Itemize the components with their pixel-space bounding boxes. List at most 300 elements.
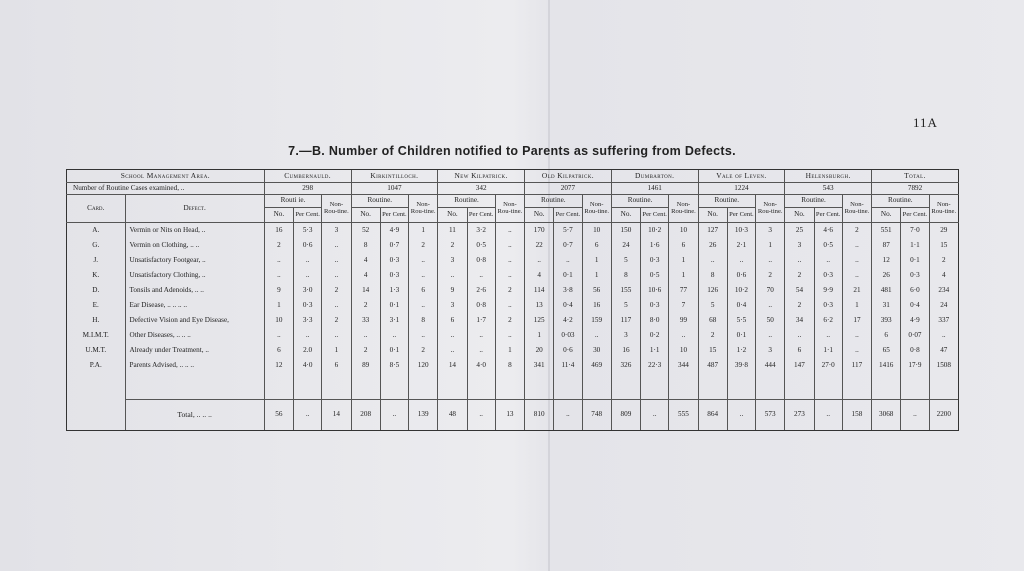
defect-name: Vermin on Clothing, .. .. xyxy=(125,238,264,253)
area-name-old-kilpatrick: Old Kilpatrick. xyxy=(525,170,612,183)
table-cell: .. xyxy=(495,328,524,343)
table-cell: .. xyxy=(582,328,611,343)
defect-name: Tonsils and Adenoids, .. .. xyxy=(125,283,264,298)
examined-count-vale-of-leven: 1224 xyxy=(698,183,785,195)
table-cell: 393 xyxy=(872,313,901,328)
table-cell: 87 xyxy=(872,238,901,253)
table-cell: .. xyxy=(756,328,785,343)
table-cell: 12 xyxy=(264,358,293,373)
table-cell: 30 xyxy=(582,343,611,358)
table-cell: 1·1 xyxy=(901,238,929,253)
table-cell: 1 xyxy=(495,343,524,358)
defect-header: Defect. xyxy=(125,195,264,223)
table-cell: 0·3 xyxy=(814,268,842,283)
routine-header-new-kilpatrick: Routine. xyxy=(438,195,496,208)
table-cell: 4 xyxy=(525,268,554,283)
table-cell: 4 xyxy=(929,268,958,283)
table-row xyxy=(67,298,959,313)
table-cell: 1·7 xyxy=(467,313,495,328)
table-cell: 6 xyxy=(409,283,438,298)
per-cent-header-helensburgh: Per Cent. xyxy=(814,208,842,223)
table-cell: .. xyxy=(264,328,293,343)
non-routine-header-dumbarton: Non-Rou-tine. xyxy=(669,195,698,223)
routine-header-total: Routine. xyxy=(872,195,930,208)
spacer-cell xyxy=(322,373,351,400)
table-cell: 1·1 xyxy=(814,343,842,358)
table-cell: 0·3 xyxy=(294,298,322,313)
total-cell: 139 xyxy=(409,400,438,431)
spacer-row xyxy=(67,373,959,400)
table-cell: 155 xyxy=(611,283,640,298)
total-cell: .. xyxy=(554,400,582,431)
table-cell: 2 xyxy=(495,313,524,328)
non-routine-header-old-kilpatrick: Non-Rou-tine. xyxy=(582,195,611,223)
spacer-cell xyxy=(554,373,582,400)
table-cell: 17 xyxy=(842,313,871,328)
table-cell: .. xyxy=(438,328,467,343)
table-cell: 5 xyxy=(611,253,640,268)
routine-header-kirkintilloch: Routine. xyxy=(351,195,409,208)
table-cell: 2 xyxy=(409,343,438,358)
table-cell: 26 xyxy=(872,268,901,283)
table-cell: 2·1 xyxy=(727,238,755,253)
table-cell: 0·3 xyxy=(901,268,929,283)
table-cell: 9 xyxy=(438,283,467,298)
defect-name: Defective Vision and Eye Disease, xyxy=(125,313,264,328)
table-cell: 326 xyxy=(611,358,640,373)
no-header-kirkintilloch: No. xyxy=(351,208,380,223)
table-cell: 2 xyxy=(351,343,380,358)
table-cell: 11·4 xyxy=(554,358,582,373)
table-row xyxy=(67,358,959,373)
table-cell: 6 xyxy=(322,358,351,373)
no-header-dumbarton: No. xyxy=(611,208,640,223)
table-cell: .. xyxy=(495,223,524,239)
total-cell: 3068 xyxy=(872,400,901,431)
table-cell: .. xyxy=(409,298,438,313)
card-code: D. xyxy=(67,283,126,298)
table-cell: 481 xyxy=(872,283,901,298)
table-cell: .. xyxy=(495,253,524,268)
table-cell: 4·9 xyxy=(380,223,408,239)
table-cell: .. xyxy=(294,253,322,268)
table-cell: 22 xyxy=(525,238,554,253)
table-cell: .. xyxy=(525,253,554,268)
table-row xyxy=(67,238,959,253)
table-cell: 14 xyxy=(351,283,380,298)
table-cell: 70 xyxy=(756,283,785,298)
table-cell: 551 xyxy=(872,223,901,239)
table-cell: 10 xyxy=(264,313,293,328)
table-cell: 22·3 xyxy=(641,358,669,373)
table-cell: 6·0 xyxy=(901,283,929,298)
table-cell: .. xyxy=(842,268,871,283)
table-cell: 0·4 xyxy=(554,298,582,313)
table-cell: 1 xyxy=(756,238,785,253)
spacer-cell xyxy=(641,373,669,400)
table-cell: 17·9 xyxy=(901,358,929,373)
routine-header-row xyxy=(67,195,959,208)
examined-count-total: 7892 xyxy=(872,183,959,195)
per-cent-header-old-kilpatrick: Per Cent. xyxy=(554,208,582,223)
non-routine-header-total: Non-Rou-tine. xyxy=(929,195,958,223)
no-header-helensburgh: No. xyxy=(785,208,814,223)
table-cell: .. xyxy=(495,298,524,313)
table-cell: 10 xyxy=(669,343,698,358)
table-cell: 56 xyxy=(582,283,611,298)
table-cell: 24 xyxy=(929,298,958,313)
non-routine-header-helensburgh: Non-Rou-tine. xyxy=(842,195,871,223)
table-cell: .. xyxy=(842,253,871,268)
non-routine-header-kirkintilloch: Non-Rou-tine. xyxy=(409,195,438,223)
card-code: M.I.M.T. xyxy=(67,328,126,343)
table-cell: 26 xyxy=(698,238,727,253)
table-cell: 2 xyxy=(842,223,871,239)
total-cell: 208 xyxy=(351,400,380,431)
table-cell: 2 xyxy=(351,298,380,313)
table-cell: 8 xyxy=(495,358,524,373)
total-card-cell xyxy=(67,400,126,431)
table-cell: 4·2 xyxy=(554,313,582,328)
table-cell: 126 xyxy=(698,283,727,298)
table-cell: 1 xyxy=(669,268,698,283)
area-name-helensburgh: Helensburgh. xyxy=(785,170,872,183)
table-cell: 6·2 xyxy=(814,313,842,328)
table-cell: 8 xyxy=(351,238,380,253)
table-cell: 50 xyxy=(756,313,785,328)
table-cell: .. xyxy=(438,343,467,358)
table-cell: 0·1 xyxy=(554,268,582,283)
table-cell: 3 xyxy=(438,253,467,268)
no-header-vale-of-leven: No. xyxy=(698,208,727,223)
spacer-cell xyxy=(380,373,408,400)
table-cell: 0·5 xyxy=(467,238,495,253)
total-cell: 748 xyxy=(582,400,611,431)
table-cell: 1 xyxy=(669,253,698,268)
table-cell: 117 xyxy=(611,313,640,328)
table-cell: .. xyxy=(467,343,495,358)
table-cell: 117 xyxy=(842,358,871,373)
per-cent-header-kirkintilloch: Per Cent. xyxy=(380,208,408,223)
card-code: E. xyxy=(67,298,126,313)
table-cell: 25 xyxy=(785,223,814,239)
table-cell: .. xyxy=(322,253,351,268)
defect-name: Already under Treatment, .. xyxy=(125,343,264,358)
table-cell: 3 xyxy=(611,328,640,343)
table-cell: .. xyxy=(495,268,524,283)
table-cell: 0·3 xyxy=(380,268,408,283)
table-cell: 4·0 xyxy=(294,358,322,373)
table-cell: 65 xyxy=(872,343,901,358)
table-cell: 159 xyxy=(582,313,611,328)
table-cell: 5 xyxy=(611,298,640,313)
table-cell: 4·0 xyxy=(467,358,495,373)
table-cell: 3 xyxy=(756,343,785,358)
total-cell: 273 xyxy=(785,400,814,431)
table-cell: 1 xyxy=(525,328,554,343)
per-cent-header-dumbarton: Per Cent. xyxy=(641,208,669,223)
spacer-cell xyxy=(929,373,958,400)
table-cell: 52 xyxy=(351,223,380,239)
table-cell: 337 xyxy=(929,313,958,328)
examined-count-kirkintilloch: 1047 xyxy=(351,183,438,195)
table-cell: 0·8 xyxy=(467,253,495,268)
table-cell: 1 xyxy=(322,343,351,358)
examined-row xyxy=(67,183,959,195)
table-cell: 0·7 xyxy=(554,238,582,253)
non-routine-header-new-kilpatrick: Non-Rou-tine. xyxy=(495,195,524,223)
table-cell: 3·2 xyxy=(467,223,495,239)
spacer-cell xyxy=(467,373,495,400)
table-cell: 2 xyxy=(756,268,785,283)
table-cell: 10 xyxy=(669,223,698,239)
table-cell: 5·3 xyxy=(294,223,322,239)
table-cell: 3·3 xyxy=(294,313,322,328)
table-cell: 10·3 xyxy=(727,223,755,239)
table-cell: 20 xyxy=(525,343,554,358)
spacer-cell xyxy=(756,373,785,400)
examined-count-new-kilpatrick: 342 xyxy=(438,183,525,195)
table-cell: 147 xyxy=(785,358,814,373)
table-cell: 4 xyxy=(351,268,380,283)
table-cell: .. xyxy=(842,328,871,343)
table-cell: 8 xyxy=(698,268,727,283)
spacer-cell xyxy=(611,373,640,400)
table-cell: 170 xyxy=(525,223,554,239)
table-cell: 2 xyxy=(438,238,467,253)
routine-header-old-kilpatrick: Routine. xyxy=(525,195,583,208)
table-cell: 444 xyxy=(756,358,785,373)
no-header-total: No. xyxy=(872,208,901,223)
spacer-cell xyxy=(669,373,698,400)
table-cell: 1·2 xyxy=(727,343,755,358)
total-cell: .. xyxy=(727,400,755,431)
spacer-cell xyxy=(785,373,814,400)
table-cell: 24 xyxy=(611,238,640,253)
table-cell: 31 xyxy=(872,298,901,313)
spacer-cell xyxy=(294,373,322,400)
table-cell: 6 xyxy=(264,343,293,358)
table-cell: 0·5 xyxy=(814,238,842,253)
table-cell: .. xyxy=(294,268,322,283)
total-cell: 158 xyxy=(842,400,871,431)
table-cell: 21 xyxy=(842,283,871,298)
examined-count-cumbernauld: 298 xyxy=(264,183,351,195)
total-cell: .. xyxy=(380,400,408,431)
area-name-total: Total. xyxy=(872,170,959,183)
table-cell: .. xyxy=(351,328,380,343)
table-cell: .. xyxy=(929,328,958,343)
table-cell: .. xyxy=(785,253,814,268)
table-cell: 127 xyxy=(698,223,727,239)
total-row xyxy=(67,400,959,431)
table-cell: .. xyxy=(264,253,293,268)
table-cell: 0·3 xyxy=(380,253,408,268)
table-cell: 0·03 xyxy=(554,328,582,343)
table-cell: 150 xyxy=(611,223,640,239)
table-row xyxy=(67,343,959,358)
table-cell: 89 xyxy=(351,358,380,373)
table-cell: 2 xyxy=(495,283,524,298)
spacer-cell xyxy=(814,373,842,400)
spacer-cell xyxy=(582,373,611,400)
table-row xyxy=(67,253,959,268)
examined-count-dumbarton: 1461 xyxy=(611,183,698,195)
total-cell: 48 xyxy=(438,400,467,431)
table-cell: .. xyxy=(294,328,322,343)
spacer-cell xyxy=(698,373,727,400)
table-cell: 1508 xyxy=(929,358,958,373)
defect-name: Ear Disease, .. .. .. .. xyxy=(125,298,264,313)
table-cell: .. xyxy=(467,328,495,343)
table-cell: 3·0 xyxy=(294,283,322,298)
table-cell: 1 xyxy=(842,298,871,313)
table-cell: 13 xyxy=(525,298,554,313)
table-cell: .. xyxy=(380,328,408,343)
table-row xyxy=(67,283,959,298)
card-header: Card. xyxy=(67,195,126,223)
routine-header-helensburgh: Routine. xyxy=(785,195,843,208)
table-cell: 16 xyxy=(264,223,293,239)
table-cell: 77 xyxy=(669,283,698,298)
table-cell: 120 xyxy=(409,358,438,373)
spacer-cell xyxy=(525,373,554,400)
total-cell: 810 xyxy=(525,400,554,431)
card-code: K. xyxy=(67,268,126,283)
table-cell: 1·3 xyxy=(380,283,408,298)
total-cell: 2200 xyxy=(929,400,958,431)
card-code: H. xyxy=(67,313,126,328)
area-name-vale-of-leven: Vale of Leven. xyxy=(698,170,785,183)
table-cell: 0·3 xyxy=(814,298,842,313)
spacer-cell xyxy=(438,373,467,400)
per-cent-header-vale-of-leven: Per Cent. xyxy=(727,208,755,223)
table-cell: 114 xyxy=(525,283,554,298)
spacer-cell xyxy=(264,373,293,400)
total-cell: .. xyxy=(901,400,929,431)
per-cent-header-total: Per Cent. xyxy=(901,208,929,223)
defects-table xyxy=(66,169,959,431)
table-cell: .. xyxy=(842,343,871,358)
table-cell: 3·1 xyxy=(380,313,408,328)
examined-count-helensburgh: 543 xyxy=(785,183,872,195)
total-cell: 14 xyxy=(322,400,351,431)
table-cell: 5·5 xyxy=(727,313,755,328)
table-cell: .. xyxy=(409,268,438,283)
table-cell: 99 xyxy=(669,313,698,328)
table-cell: 0·2 xyxy=(641,328,669,343)
table-cell: .. xyxy=(409,328,438,343)
table-cell: 2.0 xyxy=(294,343,322,358)
defect-name: Vermin or Nits on Head, .. xyxy=(125,223,264,239)
table-cell: 125 xyxy=(525,313,554,328)
table-cell: 2 xyxy=(929,253,958,268)
table-cell: 1·1 xyxy=(641,343,669,358)
card-code: J. xyxy=(67,253,126,268)
table-cell: 7·0 xyxy=(901,223,929,239)
table-cell: 3 xyxy=(322,223,351,239)
total-cell: 13 xyxy=(495,400,524,431)
total-cell: 573 xyxy=(756,400,785,431)
table-cell: .. xyxy=(409,253,438,268)
spacer-cell xyxy=(842,373,871,400)
defect-name: Other Diseases, .. .. .. xyxy=(125,328,264,343)
table-cell: .. xyxy=(322,298,351,313)
table-cell: 16 xyxy=(611,343,640,358)
routine-header-cumbernauld: Routi ie. xyxy=(264,195,322,208)
table-cell: 29 xyxy=(929,223,958,239)
table-cell: 1416 xyxy=(872,358,901,373)
table-cell: 4·6 xyxy=(814,223,842,239)
table-row xyxy=(67,223,959,239)
table-row xyxy=(67,328,959,343)
area-name-dumbarton: Dumbarton. xyxy=(611,170,698,183)
spacer-cell xyxy=(351,373,380,400)
table-cell: 1 xyxy=(582,253,611,268)
page-number: 11A xyxy=(913,115,938,130)
table-cell: 2·6 xyxy=(467,283,495,298)
table-cell: 487 xyxy=(698,358,727,373)
spacer-cell xyxy=(901,373,929,400)
table-cell: 6 xyxy=(582,238,611,253)
table-cell: 0·8 xyxy=(901,343,929,358)
table-cell: 1 xyxy=(582,268,611,283)
table-cell: 10·2 xyxy=(727,283,755,298)
table-cell: 0·1 xyxy=(380,343,408,358)
total-cell: 555 xyxy=(669,400,698,431)
table-cell: .. xyxy=(669,328,698,343)
total-cell: 864 xyxy=(698,400,727,431)
table-cell: .. xyxy=(814,328,842,343)
table-cell: 3 xyxy=(785,238,814,253)
area-name-kirkintilloch: Kirkintilloch. xyxy=(351,170,438,183)
no-header-new-kilpatrick: No. xyxy=(438,208,467,223)
table-cell: 33 xyxy=(351,313,380,328)
table-cell: 11 xyxy=(438,223,467,239)
total-cell: .. xyxy=(467,400,495,431)
table-cell: 6 xyxy=(669,238,698,253)
table-cell: .. xyxy=(322,328,351,343)
table-cell: 8 xyxy=(409,313,438,328)
non-routine-header-cumbernauld: Non-Rou-tine. xyxy=(322,195,351,223)
table-cell: .. xyxy=(495,238,524,253)
table-cell: 14 xyxy=(438,358,467,373)
table-cell: 0·1 xyxy=(901,253,929,268)
table-cell: 27·0 xyxy=(814,358,842,373)
table-cell: 0·6 xyxy=(294,238,322,253)
table-cell: 5·7 xyxy=(554,223,582,239)
table-cell: 4 xyxy=(351,253,380,268)
routine-header-vale-of-leven: Routine. xyxy=(698,195,756,208)
table-cell: 2 xyxy=(698,328,727,343)
table-cell: 8·0 xyxy=(641,313,669,328)
table-cell: 9 xyxy=(264,283,293,298)
spacer-cell xyxy=(125,373,264,400)
defect-name: Parents Advised, .. .. .. xyxy=(125,358,264,373)
total-cell: .. xyxy=(294,400,322,431)
area-header-row xyxy=(67,170,959,183)
table-cell: 54 xyxy=(785,283,814,298)
table-cell: 34 xyxy=(785,313,814,328)
defect-name: Unsatisfactory Footgear, .. xyxy=(125,253,264,268)
spacer-cell xyxy=(495,373,524,400)
defect-name: Unsatisfactory Clothing, .. xyxy=(125,268,264,283)
table-cell: 1·6 xyxy=(641,238,669,253)
table-cell: 2 xyxy=(264,238,293,253)
table-cell: 0·7 xyxy=(380,238,408,253)
total-cell: .. xyxy=(641,400,669,431)
table-cell: 0·07 xyxy=(901,328,929,343)
